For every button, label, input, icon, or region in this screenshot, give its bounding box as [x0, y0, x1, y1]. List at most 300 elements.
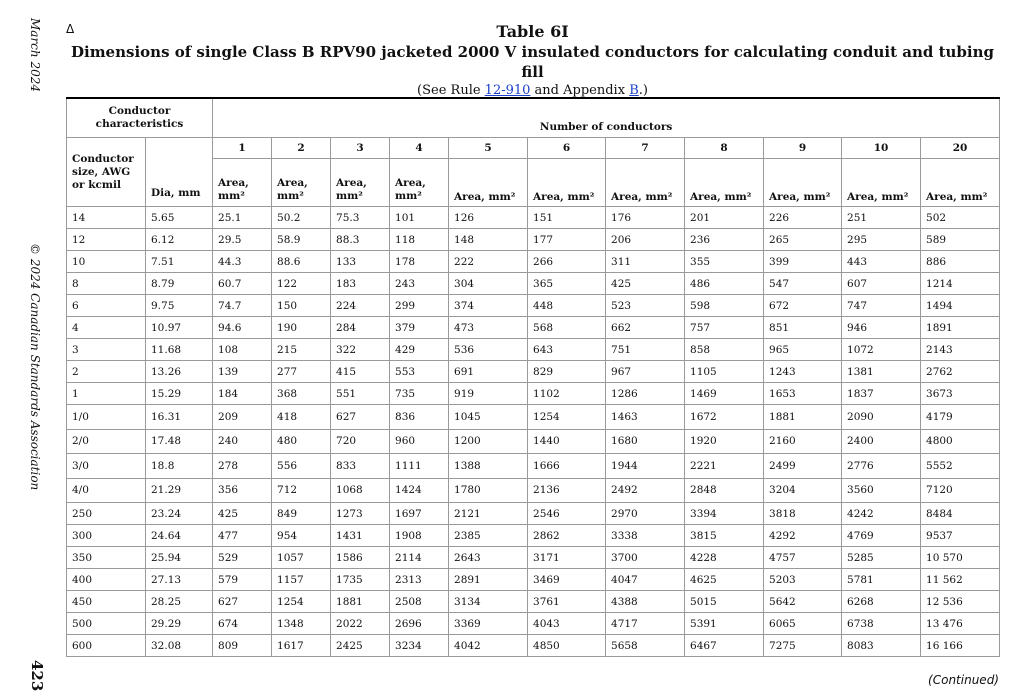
table-row [67, 478, 1000, 503]
conductor-size-cell: 350 [67, 547, 146, 569]
table-row [67, 525, 1000, 547]
area-cell: 4292 [764, 525, 842, 547]
count-header-6: 6 [528, 138, 606, 159]
area-unit-label: Area, mm² [690, 191, 752, 203]
area-cell: 1068 [331, 478, 390, 503]
area-cell: 133 [331, 251, 390, 273]
area-cell: 278 [213, 454, 272, 479]
area-cell: 2862 [528, 525, 606, 547]
table-title-block [66, 22, 999, 100]
revision-delta-icon: Δ [66, 22, 75, 36]
area-cell: 6738 [842, 613, 921, 635]
rule-link[interactable]: 12-910 [484, 83, 531, 98]
table-title: Dimensions of single Class B RPV90 jacketed 2000 V insulated conductors for calculating conduit and tubing fill [70, 43, 994, 81]
area-cell: 829 [528, 361, 606, 383]
area-cell: 1214 [921, 273, 1000, 295]
area-cell: 1424 [390, 478, 449, 503]
area-cell: 1735 [331, 569, 390, 591]
area-cell: 712 [272, 478, 331, 503]
conductor-size-cell: 6 [67, 295, 146, 317]
area-cell: 556 [272, 454, 331, 479]
area-cell: 5642 [764, 591, 842, 613]
area-cell: 1388 [449, 454, 528, 479]
area-cell: 222 [449, 251, 528, 273]
area-cell: 3134 [449, 591, 528, 613]
area-unit-header [331, 159, 390, 207]
diameter-cell: 28.25 [146, 591, 213, 613]
count-header-3: 3 [331, 138, 390, 159]
area-cell: 2121 [449, 503, 528, 525]
diameter-cell: 11.68 [146, 339, 213, 361]
area-cell: 858 [685, 339, 764, 361]
area-cell: 209 [213, 405, 272, 430]
area-cell: 8083 [842, 635, 921, 657]
table-number: Table 6I [496, 22, 569, 41]
area-cell: 356 [213, 478, 272, 503]
area-cell: 4625 [685, 569, 764, 591]
area-cell: 118 [390, 229, 449, 251]
area-cell: 553 [390, 361, 449, 383]
area-unit-header [528, 159, 606, 207]
area-unit-header [921, 159, 1000, 207]
area-cell: 418 [272, 405, 331, 430]
area-cell: 94.6 [213, 317, 272, 339]
area-cell: 50.2 [272, 207, 331, 229]
area-cell: 224 [331, 295, 390, 317]
area-cell: 1102 [528, 383, 606, 405]
area-cell: 379 [390, 317, 449, 339]
conductor-size-cell: 4/0 [67, 478, 146, 503]
area-cell: 757 [685, 317, 764, 339]
area-cell: 1494 [921, 295, 1000, 317]
area-cell: 3700 [606, 547, 685, 569]
area-cell: 4850 [528, 635, 606, 657]
diameter-cell: 17.48 [146, 429, 213, 454]
area-cell: 29.5 [213, 229, 272, 251]
area-cell: 2499 [764, 454, 842, 479]
area-cell: 2425 [331, 635, 390, 657]
area-cell: 9537 [921, 525, 1000, 547]
table-row [67, 591, 1000, 613]
area-cell: 6268 [842, 591, 921, 613]
area-cell: 3171 [528, 547, 606, 569]
area-cell: 523 [606, 295, 685, 317]
area-cell: 1045 [449, 405, 528, 430]
area-cell: 1157 [272, 569, 331, 591]
table-row [67, 339, 1000, 361]
area-cell: 836 [390, 405, 449, 430]
area-cell: 1780 [449, 478, 528, 503]
area-unit-header [449, 159, 528, 207]
conductor-size-cell: 3/0 [67, 454, 146, 479]
area-unit-header [685, 159, 764, 207]
area-cell: 480 [272, 429, 331, 454]
diameter-cell: 18.8 [146, 454, 213, 479]
area-cell: 322 [331, 339, 390, 361]
conductor-size-cell: 2/0 [67, 429, 146, 454]
area-cell: 1469 [685, 383, 764, 405]
area-cell: 3673 [921, 383, 1000, 405]
diameter-cell: 32.08 [146, 635, 213, 657]
conductor-size-cell: 8 [67, 273, 146, 295]
area-cell: 88.6 [272, 251, 331, 273]
area-cell: 4042 [449, 635, 528, 657]
area-cell: 2508 [390, 591, 449, 613]
area-cell: 6467 [685, 635, 764, 657]
area-cell: 311 [606, 251, 685, 273]
page-number: 423 [28, 660, 46, 692]
area-cell: 7120 [921, 478, 1000, 503]
diameter-cell: 23.24 [146, 503, 213, 525]
count-header-9: 9 [764, 138, 842, 159]
area-cell: 2492 [606, 478, 685, 503]
area-cell: 607 [842, 273, 921, 295]
diameter-cell: 16.31 [146, 405, 213, 430]
diameter-cell: 24.64 [146, 525, 213, 547]
area-cell: 1944 [606, 454, 685, 479]
table-row [67, 383, 1000, 405]
area-cell: 25.1 [213, 207, 272, 229]
conductor-size-cell: 10 [67, 251, 146, 273]
count-header-20: 20 [921, 138, 1000, 159]
count-header-5: 5 [449, 138, 528, 159]
table-row [67, 503, 1000, 525]
area-cell: 425 [213, 503, 272, 525]
table-row [67, 613, 1000, 635]
area-cell: 5552 [921, 454, 1000, 479]
area-cell: 851 [764, 317, 842, 339]
area-cell: 4388 [606, 591, 685, 613]
area-cell: 4179 [921, 405, 1000, 430]
area-cell: 2848 [685, 478, 764, 503]
conductor-size-cell: 500 [67, 613, 146, 635]
area-cell: 2970 [606, 503, 685, 525]
area-cell: 5015 [685, 591, 764, 613]
area-cell: 2891 [449, 569, 528, 591]
conductor-size-cell: 2 [67, 361, 146, 383]
side-copyright: © 2024 Canadian Standards Association [28, 243, 42, 491]
area-unit-header [213, 159, 272, 207]
area-cell: 4043 [528, 613, 606, 635]
area-cell: 126 [449, 207, 528, 229]
area-cell: 355 [685, 251, 764, 273]
area-unit-header [606, 159, 685, 207]
count-header-2: 2 [272, 138, 331, 159]
area-unit-label: Area, mm² [277, 177, 308, 202]
table-row [67, 361, 1000, 383]
area-cell: 399 [764, 251, 842, 273]
area-cell: 75.3 [331, 207, 390, 229]
area-cell: 74.7 [213, 295, 272, 317]
diameter-cell: 15.29 [146, 383, 213, 405]
area-cell: 627 [213, 591, 272, 613]
conductor-size-cell: 1 [67, 383, 146, 405]
area-cell: 1200 [449, 429, 528, 454]
area-cell: 2160 [764, 429, 842, 454]
area-cell: 2090 [842, 405, 921, 430]
area-cell: 2643 [449, 547, 528, 569]
area-cell: 3394 [685, 503, 764, 525]
area-cell: 277 [272, 361, 331, 383]
area-cell: 284 [331, 317, 390, 339]
area-cell: 833 [331, 454, 390, 479]
area-cell: 547 [764, 273, 842, 295]
area-cell: 1440 [528, 429, 606, 454]
area-cell: 177 [528, 229, 606, 251]
area-cell: 2762 [921, 361, 1000, 383]
area-cell: 473 [449, 317, 528, 339]
table-row [67, 454, 1000, 479]
area-cell: 16 166 [921, 635, 1000, 657]
area-unit-label: Area, mm² [336, 177, 367, 202]
table-row [67, 405, 1000, 430]
area-cell: 184 [213, 383, 272, 405]
area-cell: 551 [331, 383, 390, 405]
area-cell: 60.7 [213, 273, 272, 295]
area-cell: 1672 [685, 405, 764, 430]
area-cell: 243 [390, 273, 449, 295]
area-cell: 751 [606, 339, 685, 361]
area-cell: 2546 [528, 503, 606, 525]
area-cell: 190 [272, 317, 331, 339]
conductor-size-cell: 3 [67, 339, 146, 361]
area-cell: 849 [272, 503, 331, 525]
table-row [67, 547, 1000, 569]
area-cell: 3560 [842, 478, 921, 503]
count-header-8: 8 [685, 138, 764, 159]
area-unit-label: Area, mm² [926, 191, 988, 203]
area-cell: 448 [528, 295, 606, 317]
diameter-cell: 5.65 [146, 207, 213, 229]
area-cell: 374 [449, 295, 528, 317]
table-row [67, 207, 1000, 229]
reference-mid: and Appendix [530, 83, 630, 98]
area-cell: 2385 [449, 525, 528, 547]
area-cell: 1463 [606, 405, 685, 430]
area-cell: 8484 [921, 503, 1000, 525]
conductor-size-cell: 450 [67, 591, 146, 613]
area-cell: 954 [272, 525, 331, 547]
area-cell: 415 [331, 361, 390, 383]
area-cell: 1881 [764, 405, 842, 430]
area-cell: 1920 [685, 429, 764, 454]
continued-note: (Continued) [928, 673, 999, 687]
area-cell: 1908 [390, 525, 449, 547]
area-cell: 1586 [331, 547, 390, 569]
area-cell: 965 [764, 339, 842, 361]
area-cell: 2022 [331, 613, 390, 635]
area-cell: 720 [331, 429, 390, 454]
area-cell: 443 [842, 251, 921, 273]
appendix-link[interactable]: B [629, 83, 639, 98]
area-cell: 735 [390, 383, 449, 405]
area-cell: 265 [764, 229, 842, 251]
area-cell: 4757 [764, 547, 842, 569]
diameter-cell: 25.94 [146, 547, 213, 569]
area-cell: 1697 [390, 503, 449, 525]
area-cell: 5203 [764, 569, 842, 591]
area-cell: 674 [213, 613, 272, 635]
side-date: March 2024 [28, 18, 42, 92]
area-cell: 643 [528, 339, 606, 361]
count-header-10: 10 [842, 138, 921, 159]
area-cell: 251 [842, 207, 921, 229]
area-cell: 4242 [842, 503, 921, 525]
area-cell: 5781 [842, 569, 921, 591]
area-cell: 215 [272, 339, 331, 361]
area-cell: 662 [606, 317, 685, 339]
number-of-conductors-header: Number of conductors [213, 98, 1000, 138]
area-cell: 44.3 [213, 251, 272, 273]
area-cell: 429 [390, 339, 449, 361]
area-cell: 88.3 [331, 229, 390, 251]
diameter-cell: 7.51 [146, 251, 213, 273]
area-cell: 13 476 [921, 613, 1000, 635]
area-cell: 58.9 [272, 229, 331, 251]
area-unit-header [764, 159, 842, 207]
area-unit-label: Area, mm² [533, 191, 595, 203]
area-unit-label: Area, mm² [218, 177, 249, 202]
area-cell: 101 [390, 207, 449, 229]
area-cell: 1381 [842, 361, 921, 383]
area-cell: 1680 [606, 429, 685, 454]
area-cell: 240 [213, 429, 272, 454]
table-row [67, 569, 1000, 591]
area-cell: 2696 [390, 613, 449, 635]
area-cell: 1891 [921, 317, 1000, 339]
area-cell: 747 [842, 295, 921, 317]
area-cell: 178 [390, 251, 449, 273]
area-cell: 148 [449, 229, 528, 251]
area-cell: 3234 [390, 635, 449, 657]
area-cell: 266 [528, 251, 606, 273]
area-cell: 12 536 [921, 591, 1000, 613]
diameter-cell: 13.26 [146, 361, 213, 383]
area-cell: 1254 [528, 405, 606, 430]
area-cell: 3338 [606, 525, 685, 547]
conductor-size-cell: 12 [67, 229, 146, 251]
area-cell: 2313 [390, 569, 449, 591]
area-cell: 1057 [272, 547, 331, 569]
area-cell: 5285 [842, 547, 921, 569]
reference-prefix: (See Rule [417, 83, 485, 98]
area-cell: 598 [685, 295, 764, 317]
area-cell: 304 [449, 273, 528, 295]
area-unit-label: Area, mm² [769, 191, 831, 203]
table-body [67, 207, 1000, 657]
table-row [67, 635, 1000, 657]
area-cell: 108 [213, 339, 272, 361]
area-cell: 691 [449, 361, 528, 383]
area-cell: 425 [606, 273, 685, 295]
area-cell: 7275 [764, 635, 842, 657]
area-cell: 139 [213, 361, 272, 383]
count-header-4: 4 [390, 138, 449, 159]
area-cell: 2776 [842, 454, 921, 479]
reference-suffix: .) [638, 83, 648, 98]
area-cell: 365 [528, 273, 606, 295]
area-cell: 1273 [331, 503, 390, 525]
conductor-size-cell: 250 [67, 503, 146, 525]
area-unit-header [272, 159, 331, 207]
conductor-size-cell: 4 [67, 317, 146, 339]
area-cell: 299 [390, 295, 449, 317]
area-cell: 150 [272, 295, 331, 317]
count-header-7: 7 [606, 138, 685, 159]
table-row [67, 251, 1000, 273]
area-cell: 151 [528, 207, 606, 229]
area-cell: 536 [449, 339, 528, 361]
diameter-cell: 8.79 [146, 273, 213, 295]
diameter-cell: 21.29 [146, 478, 213, 503]
area-cell: 4769 [842, 525, 921, 547]
area-cell: 672 [764, 295, 842, 317]
area-cell: 2400 [842, 429, 921, 454]
area-cell: 946 [842, 317, 921, 339]
area-cell: 1072 [842, 339, 921, 361]
area-cell: 6065 [764, 613, 842, 635]
area-cell: 3818 [764, 503, 842, 525]
diameter-cell: 6.12 [146, 229, 213, 251]
area-cell: 4800 [921, 429, 1000, 454]
area-cell: 2143 [921, 339, 1000, 361]
area-cell: 1286 [606, 383, 685, 405]
area-cell: 579 [213, 569, 272, 591]
conductor-characteristics-header: Conductor characteristics [67, 98, 213, 138]
area-cell: 3369 [449, 613, 528, 635]
count-header-1: 1 [213, 138, 272, 159]
area-cell: 502 [921, 207, 1000, 229]
area-cell: 236 [685, 229, 764, 251]
area-cell: 3761 [528, 591, 606, 613]
table-row [67, 295, 1000, 317]
area-cell: 11 562 [921, 569, 1000, 591]
area-cell: 176 [606, 207, 685, 229]
area-cell: 4047 [606, 569, 685, 591]
area-unit-label: Area, mm² [847, 191, 909, 203]
area-cell: 226 [764, 207, 842, 229]
conductor-size-cell: 400 [67, 569, 146, 591]
area-unit-label: Area, mm² [611, 191, 673, 203]
area-cell: 1348 [272, 613, 331, 635]
area-cell: 295 [842, 229, 921, 251]
conductor-size-header: Conductor size, AWG or kcmil [67, 138, 146, 207]
area-cell: 2221 [685, 454, 764, 479]
table-row [67, 317, 1000, 339]
table-row [67, 429, 1000, 454]
area-cell: 122 [272, 273, 331, 295]
table-row [67, 229, 1000, 251]
area-cell: 5391 [685, 613, 764, 635]
area-cell: 1111 [390, 454, 449, 479]
conductor-dimensions-table [66, 97, 1000, 657]
area-cell: 1105 [685, 361, 764, 383]
area-cell: 1431 [331, 525, 390, 547]
conductor-size-cell: 600 [67, 635, 146, 657]
area-cell: 1666 [528, 454, 606, 479]
area-unit-label: Area, mm² [454, 191, 516, 203]
diameter-cell: 9.75 [146, 295, 213, 317]
conductor-size-cell: 300 [67, 525, 146, 547]
area-cell: 1243 [764, 361, 842, 383]
area-cell: 886 [921, 251, 1000, 273]
area-cell: 589 [921, 229, 1000, 251]
area-unit-header [390, 159, 449, 207]
diameter-cell: 29.29 [146, 613, 213, 635]
area-cell: 568 [528, 317, 606, 339]
area-cell: 10 570 [921, 547, 1000, 569]
area-cell: 1881 [331, 591, 390, 613]
